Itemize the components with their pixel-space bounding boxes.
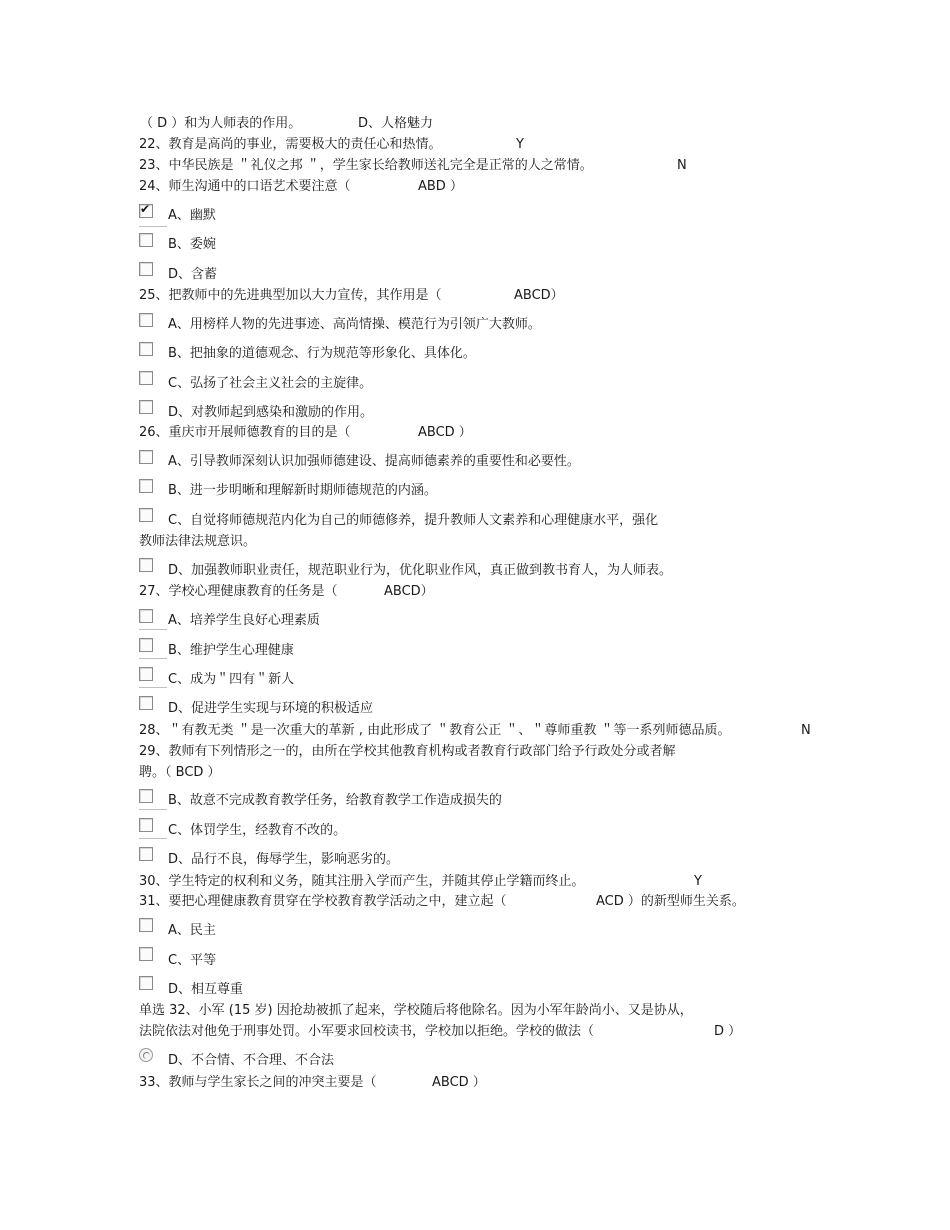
q24-checkbox-b[interactable] [139,233,153,247]
q26-checkbox-d[interactable] [139,558,153,572]
q22-answer: Y [516,137,524,152]
q22-text: 22、教育是高尚的事业，需要极大的责任心和热情。 [139,137,442,152]
q28-answer: N [801,723,811,738]
q26-answer: ABCD ） [418,425,472,440]
q32-radio-d[interactable] [139,1048,153,1062]
q21-option: D、人格魅力 [358,116,434,131]
q31-checkbox-c[interactable] [139,947,153,961]
q24-option-b: B、委婉 [168,237,216,252]
q27-checkbox-c[interactable] [139,667,153,681]
q25-text: 25、把教师中的先进典型加以大力宣传，其作用是（ [139,288,442,303]
q25-option-a: A、用榜样人物的先进事迹、高尚情操、模范行为引领广大教师。 [168,317,541,332]
q32-text: 单选 32、小军 (15 岁) 因抢劫被抓了起来，学校随后将他除名。因为小军年龄尚小、又是协从， [139,1003,693,1018]
q27-checkbox-a[interactable] [139,609,153,623]
q33-answer: ABCD ） [432,1075,486,1090]
q31-option-a: A、民主 [168,923,216,938]
q27-checkbox-b[interactable] [139,638,153,652]
q21-tail: （ D ）和为人师表的作用。 [140,116,302,131]
q28-text: 28、＂有教无类 ＂是一次重大的革新 , 由此形成了 ＂教育公正 ＂、＂尊师重教 ＂等一系列师德品质。 [139,723,731,738]
divider [139,838,167,839]
q25-option-b: B、把抽象的道德观念、行为规范等形象化、具体化。 [168,346,476,361]
q24-option-d: D、含蓄 [168,267,218,282]
q23-answer: N [677,158,687,173]
q29-option-c: C、体罚学生，经教育不改的。 [168,823,347,838]
divider [139,226,167,227]
q27-option-d: D、促进学生实现与环境的积极适应 [168,701,374,716]
q32-answer: D ） [714,1024,742,1039]
divider [139,658,167,659]
q24-checkbox-d[interactable] [139,262,153,276]
q27-answer: ABCD） [384,584,434,599]
q26-checkbox-c[interactable] [139,508,153,522]
q29-checkbox-d[interactable] [139,847,153,861]
q27-option-b: B、维护学生心理健康 [168,643,294,658]
q25-checkbox-c[interactable] [139,371,153,385]
q32-option-d: D、不合情、不合理、不合法 [168,1053,335,1068]
q29-option-d: D、品行不良，侮辱学生，影响恶劣的。 [168,852,400,867]
q25-checkbox-b[interactable] [139,342,153,356]
divider [139,687,167,688]
q25-checkbox-a[interactable] [139,313,153,327]
q23-text: 23、中华民族是 ＂礼仪之邦 ＂，学生家长给教师送礼完全是正常的人之常情。 [139,158,593,173]
q30-text: 30、学生特定的权利和义务，随其注册入学而产生，并随其停止学籍而终止。 [139,874,585,889]
q25-option-c: C、弘扬了社会主义社会的主旋律。 [168,376,373,391]
q25-answer: ABCD） [514,288,564,303]
q31-option-d: D、相互尊重 [168,982,244,997]
q33-text: 33、教师与学生家长之间的冲突主要是（ [139,1075,377,1090]
q26-option-c: C、自觉将师德规范内化为自己的师德修养，提升教师人文素养和心理健康水平，强化 [168,513,659,528]
q31-checkbox-a[interactable] [139,918,153,932]
q24-option-a: A、幽默 [168,208,216,223]
divider [139,629,167,630]
q26-checkbox-a[interactable] [139,450,153,464]
q29-text-cont: 聘。（ BCD ） [139,765,221,780]
q24-answer: ABD ） [418,179,463,194]
q27-option-c: C、成为＂四有＂新人 [168,672,295,687]
q25-option-d: D、对教师起到感染和激励的作用。 [168,405,374,420]
q29-checkbox-c[interactable] [139,818,153,832]
q26-checkbox-b[interactable] [139,479,153,493]
q27-text: 27、学校心理健康教育的任务是（ [139,584,338,599]
q27-checkbox-d[interactable] [139,696,153,710]
divider [139,809,167,810]
q26-text: 26、重庆市开展师德教育的目的是（ [139,425,351,440]
q24-checkbox-a[interactable] [139,204,153,218]
q32-text-cont: 法院依法对他免于刑事处罚。小军要求回校读书，学校加以拒绝。学校的做法（ [139,1024,595,1039]
q26-option-c-cont: 教师法律法规意识。 [139,534,257,549]
q25-checkbox-d[interactable] [139,400,153,414]
q26-option-d: D、加强教师职业责任，规范职业行为，优化职业作风，真正做到教书育人，为人师表。 [168,563,673,578]
q31-answer: ACD ）的新型师生关系。 [596,894,745,909]
q26-option-b: B、进一步明晰和理解新时期师德规范的内涵。 [168,483,437,498]
q31-option-c: C、平等 [168,953,217,968]
q29-checkbox-b[interactable] [139,789,153,803]
q30-answer: Y [694,874,702,889]
q29-option-b: B、故意不完成教育教学任务，给教育教学工作造成损失的 [168,793,502,808]
q24-text: 24、师生沟通中的口语艺术要注意（ [139,179,351,194]
q31-checkbox-d[interactable] [139,976,153,990]
q27-option-a: A、培养学生良好心理素质 [168,613,320,628]
q26-option-a: A、引导教师深刻认识加强师德建设、提高师德素养的重要性和必要性。 [168,454,580,469]
q31-text: 31、要把心理健康教育贯穿在学校教育教学活动之中，建立起（ [139,894,507,909]
q29-text: 29、教师有下列情形之一的，由所在学校其他教育机构或者教育行政部门给予行政处分或者解 [139,744,676,759]
